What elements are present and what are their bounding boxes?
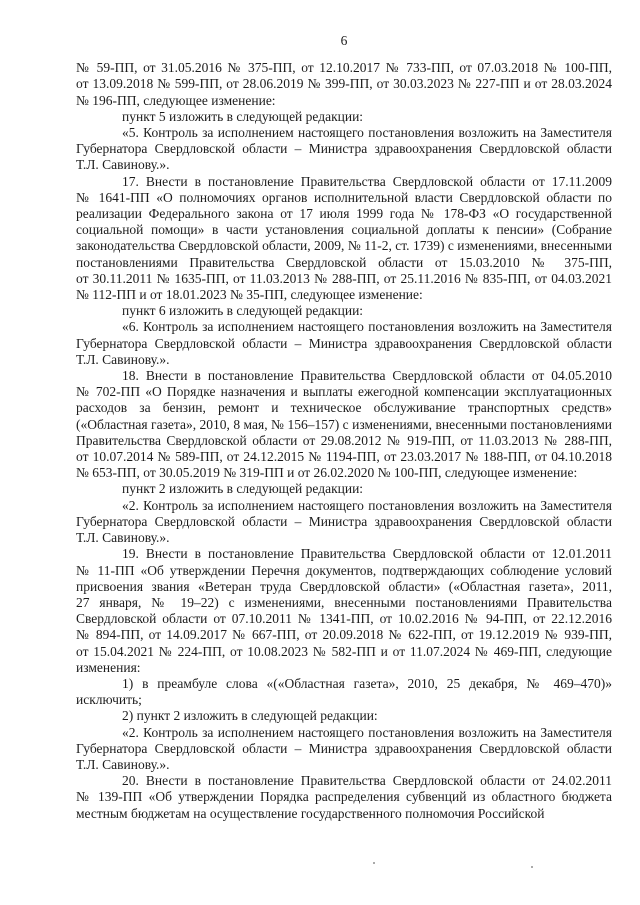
paragraph: 1) в преамбуле слова «(«Областная газета», 2010, 25 декабря, № 469–470)» исключить; — [76, 675, 612, 708]
paragraph: пункт 6 изложить в следующей редакции: — [122, 303, 364, 319]
paragraph: 2) пункт 2 изложить в следующей редакции: — [122, 708, 378, 724]
paragraph: пункт 5 изложить в следующей редакции: — [122, 108, 364, 124]
paragraph: 18. Внести в постановление Правительства Свердловской области от 04.05.2010 № 702-ПП «О Порядке назначения и выплаты ежегодной компенсации эксплуатационных расходов за бензин, ремонт и техническое обслуживание транспортных средств» («Областная газета», 2010, 8 мая, № 156–157) с изменениями, внесенными постановлениями Правительства Свердловской области от 29.08.2012 № 919-ПП, от 11.03.2013 № 288-ПП, от 10.07.2014 № 589-ПП, от 24.12.2015 № 1194-ПП, от 23.03.2017 № 188-ПП, от 04.10.2018 № 653-ПП, от 30.05.2019 № 319-ПП и от 26.02.2020 № 100-ПП, следующее изменение: — [76, 368, 612, 481]
paragraph: 17. Внести в постановление Правительства Свердловской области от 17.11.2009 № 1641-ПП «О полномочиях органов исполнительной власти Свердловской области по реализации Федерального закона от 17 июля 1999 года № 178-ФЗ «О государственной социальной помощи» в части установления социальной доплаты к пенсии» (Собрание законодательства Свердловской области, 2009, № 11-2, ст. 1739) с изменениями, внесенными постановлениями Правительства Свердловской области от 15.03.2010 № 375-ПП, от 30.11.2011 № 1635-ПП, от 11.03.2013 № 288-ПП, от 25.11.2016 № 835-ПП, от 04.03.2021 № 112-ПП и от 18.01.2023 № 35-ПП, следующее изменение: — [76, 173, 612, 303]
paragraph: 20. Внести в постановление Правительства Свердловской области от 24.02.2011 № 139-ПП «Об утверждении Порядка распределения субвенций из областного бюджета местным бюджетам на осуществление государственного полномочия Российской — [76, 773, 612, 821]
paragraph: 19. Внести в постановление Правительства Свердловской области от 12.01.2011 № 11-ПП «Об утверждении Перечня документов, подтверждающих соблюдение условий присвоения звания «Ветеран труда Свердловской области» («Областная газета», 2011, 27 января, № 19–22) с изменениями, внесенными постановлениями Правительства Свердловской области от 07.10.2011 № 1341-ПП, от 10.02.2016 № 94-ПП, от 22.12.2016 № 894-ПП, от 14.09.2017 № 667-ПП, от 20.09.2018 № 622-ПП, от 19.12.2019 № 939-ПП, от 15.04.2021 № 224-ПП, от 10.08.2023 № 582-ПП и от 11.07.2024 № 469-ПП, следующие изменения: — [76, 546, 612, 675]
text-block — [76, 33, 612, 822]
paragraph: «6. Контроль за исполнением настоящего постановления возложить на Заместителя Губернатора Свердловской области – Министра здравоохранения Свердловской области Т.Л. Савинову.». — [76, 319, 612, 367]
scan-speck — [531, 866, 533, 868]
scan-speck — [373, 862, 375, 864]
page-number: 6 — [340, 33, 348, 48]
paragraph: «5. Контроль за исполнением настоящего постановления возложить на Заместителя Губернатора Свердловской области – Министра здравоохранения Свердловской области Т.Л. Савинову.». — [76, 125, 612, 173]
paragraph: пункт 2 изложить в следующей редакции: — [122, 481, 364, 497]
paragraph: № 59-ПП, от 31.05.2016 № 375-ПП, от 12.10.2017 № 733-ПП, от 07.03.2018 № 100-ПП, от 13.09.2018 № 599-ПП, от 28.06.2019 № 399-ПП, от 30.03.2023 № 227-ПП и от 28.03.2024 № 196-ПП, следующее изменение: — [76, 60, 612, 108]
paragraph: «2. Контроль за исполнением настоящего постановления возложить на Заместителя Губернатора Свердловской области – Министра здравоохранения Свердловской области Т.Л. Савинову.». — [76, 724, 612, 772]
paragraph: «2. Контроль за исполнением настоящего постановления возложить на Заместителя Губернатора Свердловской области – Министра здравоохранения Свердловской области Т.Л. Савинову.». — [76, 497, 612, 546]
